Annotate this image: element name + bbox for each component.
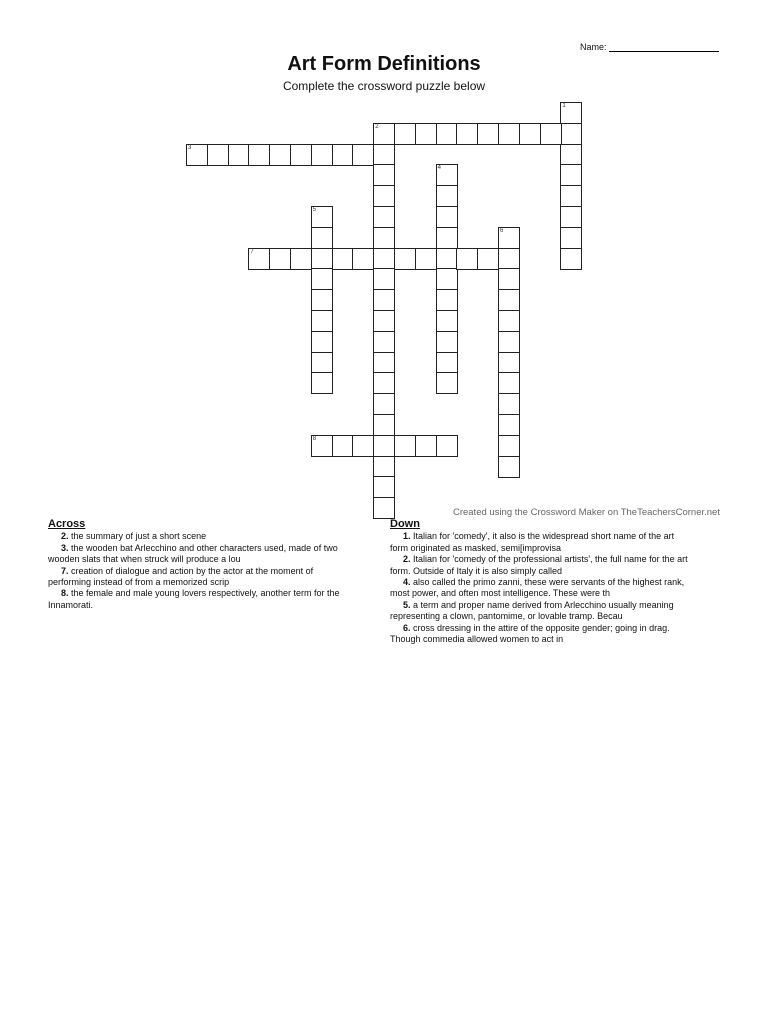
crossword-cell[interactable] bbox=[394, 123, 416, 145]
crossword-cell[interactable] bbox=[373, 456, 395, 478]
crossword-cell[interactable] bbox=[498, 352, 520, 374]
clue-number-label: 6 bbox=[500, 227, 504, 234]
clue-text-cont: representing a clown, pantomime, or lovable tramp. Becau bbox=[390, 611, 623, 622]
crossword-cell[interactable] bbox=[519, 123, 541, 145]
crossword-cell[interactable] bbox=[560, 164, 582, 186]
crossword-cell[interactable] bbox=[560, 144, 582, 166]
crossword-cell[interactable] bbox=[436, 289, 458, 311]
crossword-cell[interactable] bbox=[269, 248, 291, 270]
crossword-cell[interactable] bbox=[373, 310, 395, 332]
clue-number: 2. bbox=[61, 531, 69, 542]
crossword-cell[interactable] bbox=[311, 248, 333, 270]
clue-text-cont: wooden slats that when struck will produce a lou bbox=[48, 554, 241, 565]
clue-number: 2. bbox=[403, 554, 411, 565]
crossword-cell[interactable] bbox=[373, 352, 395, 374]
down-clue-5 bbox=[390, 600, 720, 623]
clue-text-cont: Innamorati. bbox=[48, 599, 94, 610]
crossword-cell[interactable] bbox=[311, 206, 333, 228]
crossword-cell[interactable] bbox=[456, 248, 478, 270]
crossword-cell[interactable] bbox=[373, 414, 395, 436]
crossword-cell[interactable] bbox=[311, 331, 333, 353]
crossword-cell[interactable] bbox=[373, 435, 395, 457]
crossword-cell[interactable] bbox=[436, 435, 458, 457]
crossword-cell[interactable] bbox=[373, 164, 395, 186]
crossword-cell[interactable] bbox=[373, 248, 395, 270]
crossword-cell[interactable] bbox=[332, 248, 354, 270]
clue-number-label: 7 bbox=[250, 248, 254, 255]
clue-text: the female and male young lovers respectively, another term for the bbox=[71, 588, 340, 599]
crossword-cell[interactable] bbox=[373, 206, 395, 228]
crossword-cell[interactable] bbox=[498, 248, 520, 270]
crossword-cell[interactable] bbox=[498, 372, 520, 394]
crossword-cell[interactable] bbox=[311, 435, 333, 457]
crossword-cell[interactable] bbox=[373, 268, 395, 290]
clue-number: 4. bbox=[403, 577, 411, 588]
crossword-cell[interactable] bbox=[560, 248, 582, 270]
clue-text: a term and proper name derived from Arlecchino usually meaning bbox=[413, 599, 674, 610]
across-clue-2 bbox=[48, 531, 373, 542]
clue-number-label: 5 bbox=[312, 207, 317, 213]
crossword-cell[interactable] bbox=[498, 331, 520, 353]
clue-number-label: 2 bbox=[375, 123, 379, 130]
crossword-cell[interactable] bbox=[373, 123, 395, 145]
clue-number: 7. bbox=[61, 565, 69, 576]
crossword-cell[interactable] bbox=[415, 123, 437, 145]
crossword-cell[interactable] bbox=[290, 248, 312, 270]
clue-text-cont: form. Outside of Italy it is also simply called bbox=[390, 565, 563, 576]
crossword-cell[interactable] bbox=[498, 227, 520, 249]
clue-number: 1. bbox=[403, 531, 411, 542]
crossword-cell[interactable] bbox=[436, 268, 458, 290]
crossword-cell[interactable] bbox=[436, 185, 458, 207]
crossword-cell[interactable] bbox=[498, 310, 520, 332]
crossword-cell[interactable] bbox=[373, 372, 395, 394]
crossword-cell[interactable] bbox=[207, 144, 229, 166]
down-clue-2 bbox=[390, 554, 720, 577]
crossword-cell[interactable] bbox=[436, 123, 458, 145]
crossword-cell[interactable] bbox=[332, 144, 354, 166]
crossword-cell[interactable] bbox=[311, 310, 333, 332]
down-clue-1 bbox=[390, 531, 720, 554]
crossword-cell[interactable] bbox=[436, 310, 458, 332]
down-clue-4 bbox=[390, 577, 720, 600]
crossword-cell[interactable] bbox=[373, 331, 395, 353]
crossword-cell[interactable] bbox=[373, 289, 395, 311]
crossword-cell[interactable] bbox=[436, 248, 458, 270]
crossword-cell[interactable] bbox=[248, 248, 270, 270]
crossword-cell[interactable] bbox=[394, 248, 416, 270]
crossword-cell[interactable] bbox=[560, 185, 582, 207]
crossword-cell[interactable] bbox=[498, 414, 520, 436]
crossword-cell[interactable] bbox=[498, 456, 520, 478]
clue-number-label: 4 bbox=[437, 165, 441, 172]
crossword-cell[interactable] bbox=[436, 206, 458, 228]
crossword-cell[interactable] bbox=[373, 144, 395, 166]
crossword-cell[interactable] bbox=[394, 435, 416, 457]
name-label: Name: bbox=[580, 42, 607, 52]
clue-number: 6. bbox=[403, 622, 411, 633]
crossword-cell[interactable] bbox=[415, 435, 437, 457]
crossword-cell[interactable] bbox=[311, 227, 333, 249]
clue-text-cont: form originated as masked, semi[improvisa bbox=[390, 542, 562, 553]
crossword-cell[interactable] bbox=[311, 144, 333, 166]
crossword-cell[interactable] bbox=[311, 268, 333, 290]
crossword-cell[interactable] bbox=[498, 435, 520, 457]
crossword-cell[interactable] bbox=[560, 227, 582, 249]
down-clue-6 bbox=[390, 623, 720, 646]
crossword-cell[interactable] bbox=[248, 144, 270, 166]
clue-number: 8. bbox=[61, 588, 69, 599]
crossword-cell[interactable] bbox=[498, 123, 520, 145]
crossword-cell[interactable] bbox=[352, 144, 374, 166]
across-clue-7 bbox=[48, 566, 373, 589]
clue-text: also called the primo zanni, these were servants of the highest rank, bbox=[413, 577, 685, 588]
clue-number-label: 8 bbox=[312, 435, 317, 442]
crossword-cell[interactable] bbox=[415, 248, 437, 270]
crossword-cell[interactable] bbox=[456, 123, 478, 145]
clue-number-label: 1 bbox=[562, 103, 566, 109]
crossword-cell[interactable] bbox=[373, 497, 395, 519]
clue-text: Italian for 'comedy', it also is the widespread short name of the art bbox=[413, 531, 675, 542]
crossword-cell[interactable] bbox=[228, 144, 250, 166]
page-title: Art Form Definitions bbox=[287, 53, 481, 75]
crossword-cell[interactable] bbox=[373, 393, 395, 415]
clue-text: creation of dialogue and action by the actor at the moment of bbox=[71, 565, 314, 576]
crossword-cell[interactable] bbox=[373, 476, 395, 498]
crossword-cell[interactable] bbox=[290, 144, 312, 166]
crossword-cell[interactable] bbox=[498, 393, 520, 415]
crossword-cell[interactable] bbox=[332, 435, 354, 457]
crossword-cell[interactable] bbox=[436, 331, 458, 353]
clue-number-label: 3 bbox=[188, 144, 192, 151]
clue-text: cross dressing in the attire of the opposite gender; going in drag. bbox=[413, 622, 670, 633]
clue-text: the wooden bat Arlecchino and other characters used, made of two bbox=[71, 542, 338, 553]
crossword-cell[interactable] bbox=[436, 372, 458, 394]
crossword-cell[interactable] bbox=[311, 372, 333, 394]
down-heading: Down bbox=[390, 518, 420, 530]
crossword-cell[interactable] bbox=[560, 102, 582, 124]
page-subtitle: Complete the crossword puzzle below bbox=[282, 79, 486, 93]
clue-text: Italian for 'comedy of the professional artists', the full name for the art bbox=[413, 554, 688, 565]
across-clue-3 bbox=[48, 543, 373, 566]
clue-text-cont: most power, and often most intelligence. These were th bbox=[390, 588, 610, 599]
crossword-cell[interactable] bbox=[311, 289, 333, 311]
crossword-cell[interactable] bbox=[373, 227, 395, 249]
clue-text-cont: performing instead of from a memorized scrip bbox=[48, 577, 230, 588]
crossword-cell[interactable] bbox=[560, 123, 582, 145]
crossword-cell[interactable] bbox=[436, 227, 458, 249]
crossword-cell[interactable] bbox=[311, 352, 333, 374]
crossword-cell[interactable] bbox=[352, 435, 374, 457]
clue-text-cont: Though commedia allowed women to act in bbox=[390, 634, 564, 645]
clue-number: 3. bbox=[61, 542, 69, 553]
credit-text: Created using the Crossword Maker on TheTeachersCorner.net bbox=[452, 507, 720, 518]
down-clues bbox=[390, 519, 720, 645]
crossword-cell[interactable] bbox=[269, 144, 291, 166]
crossword-cell[interactable] bbox=[498, 289, 520, 311]
across-heading: Across bbox=[48, 518, 86, 530]
clue-number: 5. bbox=[403, 599, 411, 610]
crossword-cell[interactable] bbox=[373, 185, 395, 207]
crossword-cell[interactable] bbox=[436, 352, 458, 374]
across-clue-8 bbox=[48, 588, 373, 611]
crossword-cell[interactable] bbox=[477, 248, 499, 270]
crossword-cell[interactable] bbox=[436, 164, 458, 186]
crossword-cell[interactable] bbox=[186, 144, 208, 166]
clue-text: the summary of just a short scene bbox=[71, 531, 207, 542]
across-clues bbox=[48, 519, 373, 611]
crossword-cell[interactable] bbox=[498, 268, 520, 290]
crossword-cell[interactable] bbox=[352, 248, 374, 270]
crossword-cell[interactable] bbox=[477, 123, 499, 145]
crossword-cell[interactable] bbox=[560, 206, 582, 228]
crossword-cell[interactable] bbox=[540, 123, 562, 145]
